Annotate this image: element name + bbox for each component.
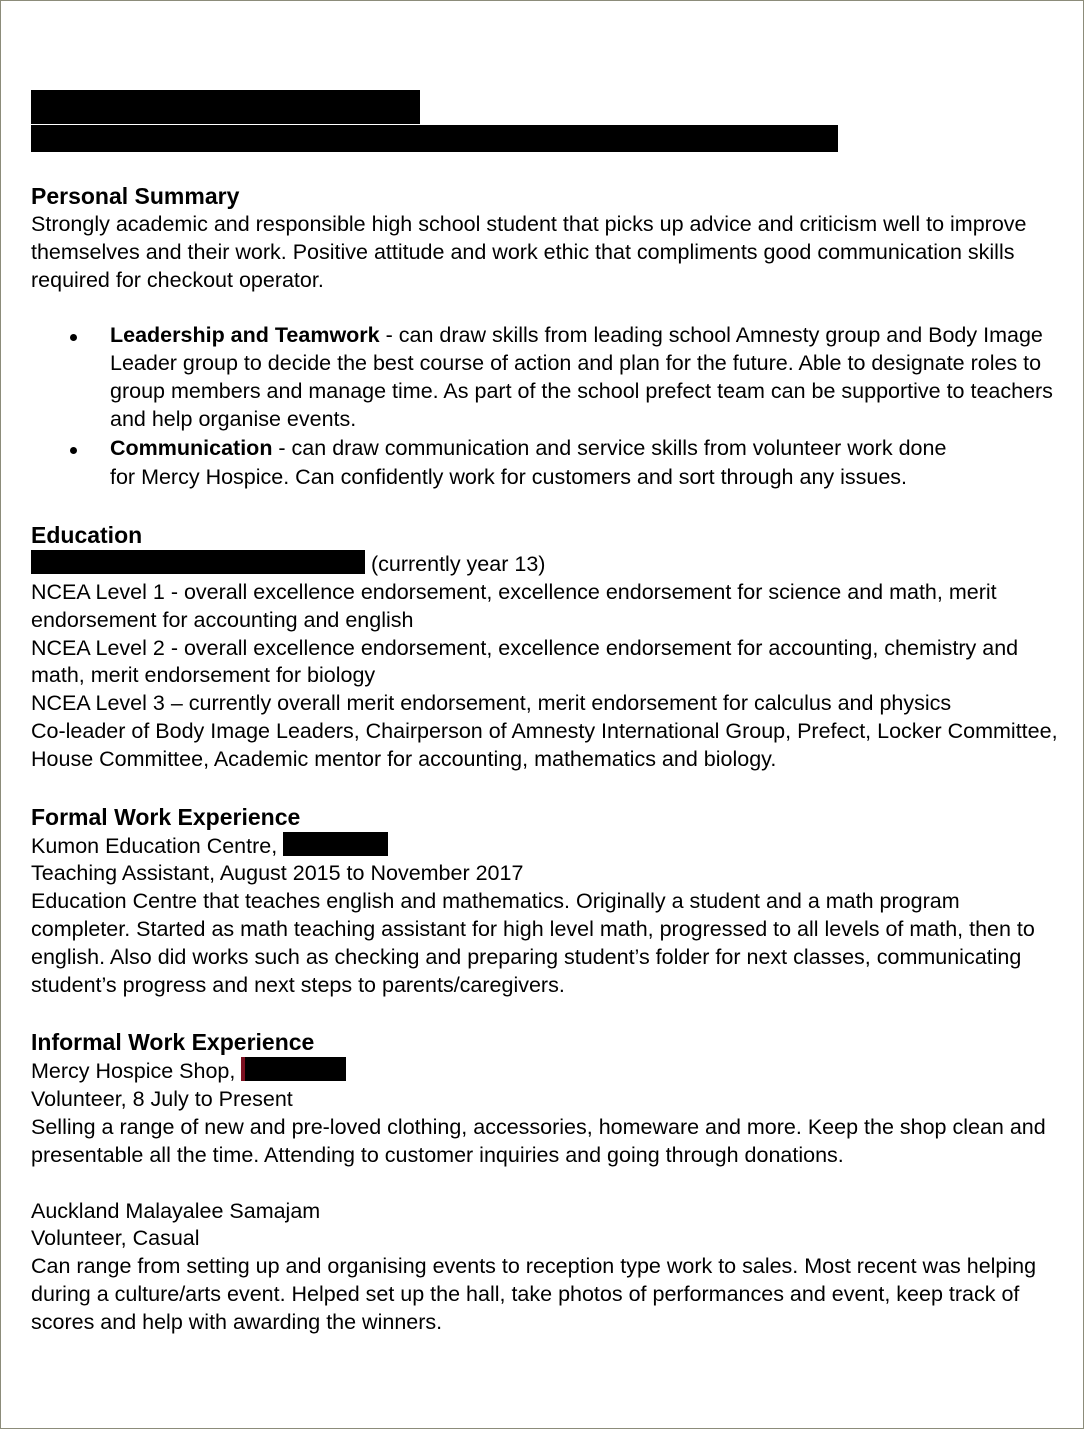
redacted-name-bar bbox=[31, 90, 420, 124]
bullet-title: Communication bbox=[110, 435, 273, 460]
informal-employer: Auckland Malayalee Samajam bbox=[31, 1198, 321, 1223]
bullet-communication bbox=[31, 435, 1061, 493]
school-suffix: (currently year 13) bbox=[370, 552, 546, 577]
informal-employer: Mercy Hospice Shop, bbox=[31, 1059, 236, 1084]
formal-employer: Kumon Education Centre, bbox=[31, 833, 278, 858]
formal-role: Teaching Assistant, August 2015 to November 2017 bbox=[31, 861, 524, 886]
resume-content bbox=[31, 181, 1061, 1337]
redacted-location bbox=[241, 1057, 346, 1081]
informal-description: Selling a range of new and pre-loved clothing, accessories, homeware and more. Keep the shop clean and presentable all the time. Attending to customer inquiries and going through donations. bbox=[31, 1114, 1046, 1167]
education-line: NCEA Level 1 - overall excellence endorsement, excellence endorsement for science and math, merit endorsement for accounting and english bbox=[31, 579, 997, 632]
education-line: NCEA Level 3 – currently overall merit endorsement, merit endorsement for calculus and physics bbox=[31, 691, 952, 716]
formal-description: Education Centre that teaches english and mathematics. Originally a student and a math program completer. Started as math teaching assistant for high level math, progressed to all levels of math, then to english. Also did works such as checking and preparing student’s folder for next classes, communicating student’s progress and next steps to parents/caregivers. bbox=[31, 889, 1035, 997]
bullet-text: - can draw communication and service skills from volunteer work done bbox=[272, 435, 947, 460]
education-line: Co-leader of Body Image Leaders, Chairperson of Amnesty International Group, Prefect, Locker Committee, House Committee, Academic mentor for accounting, mathematics and biology. bbox=[31, 718, 1058, 771]
informal-description: Can range from setting up and organising events to reception type work to sales. Most recent was helping during a culture/arts event. Helped set up the hall, take photos of performances and event, keep track of scores and help with awarding the winners. bbox=[31, 1254, 1037, 1334]
education-line: NCEA Level 2 - overall excellence endorsement, excellence endorsement for accounting, chemistry and math, merit endorsement for biology bbox=[31, 635, 1019, 688]
bullet-title: Leadership and Teamwork bbox=[110, 323, 380, 348]
bullet-text-continued: for Mercy Hospice. Can confidently work for customers and sort through any issues. bbox=[110, 465, 908, 490]
informal-role: Volunteer, 8 July to Present bbox=[31, 1087, 293, 1112]
summary-bullets bbox=[31, 322, 1061, 492]
formal-heading: Formal Work Experience bbox=[31, 803, 301, 830]
formal-employer-line bbox=[31, 832, 1061, 861]
informal-heading: Informal Work Experience bbox=[31, 1029, 315, 1056]
redacted-contact-bar bbox=[31, 125, 838, 152]
informal-employer-line bbox=[31, 1057, 1061, 1086]
redacted-school-name bbox=[31, 550, 365, 574]
bullet-leadership bbox=[31, 322, 1061, 433]
informal-role: Volunteer, Casual bbox=[31, 1226, 200, 1251]
redacted-location bbox=[283, 832, 388, 856]
bullet-text: - can draw skills from leading school Amnesty group and Body Image Leader group to decide the best course of action and plan for the future. Able to designate roles to group members and manage time. As part of the school prefect team can be supportive to teachers and help organise events. bbox=[110, 323, 1053, 431]
education-heading: Education bbox=[31, 522, 143, 549]
summary-heading: Personal Summary bbox=[31, 183, 240, 209]
summary-text: Strongly academic and responsible high school student that picks up advice and criticism well to improve themselves and their work. Positive attitude and work ethic that compliments good communication skills required for checkout operator. bbox=[31, 212, 1027, 292]
bullet-dot-icon bbox=[70, 447, 77, 454]
bullet-dot-icon bbox=[70, 334, 77, 341]
school-line bbox=[31, 550, 1061, 579]
